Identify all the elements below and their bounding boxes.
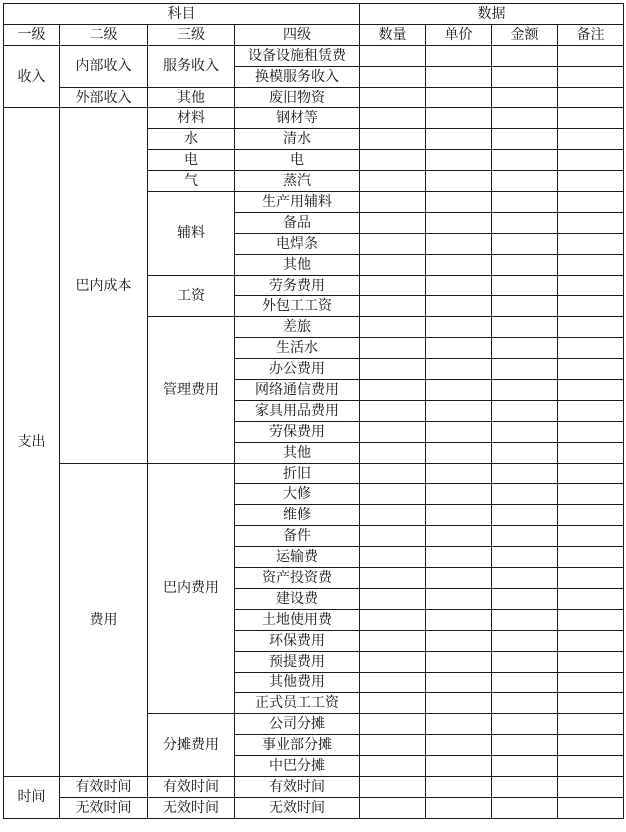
unit-price-cell[interactable] [426,296,492,317]
quantity-cell[interactable] [360,359,426,380]
amount-cell[interactable] [492,756,558,777]
level4-cell: 外包工工资 [235,296,360,317]
level3-cell: 水 [148,129,235,150]
level4-cell: 钢材等 [235,108,360,129]
quantity-cell[interactable] [360,66,426,87]
level4-cell: 其他 [235,254,360,275]
unit-price-cell[interactable] [426,714,492,735]
unit-price-cell[interactable] [426,484,492,505]
quantity-cell[interactable] [360,421,426,442]
unit-price-cell[interactable] [426,108,492,129]
remarks-cell[interactable] [558,317,624,338]
amount-cell[interactable] [492,400,558,421]
level4-cell: 环保费用 [235,630,360,651]
quantity-cell[interactable] [360,171,426,192]
remarks-cell[interactable] [558,735,624,756]
quantity-cell[interactable] [360,714,426,735]
quantity-cell[interactable] [360,463,426,484]
level3-cell: 巴内费用 [148,463,235,714]
quantity-cell[interactable] [360,45,426,66]
remarks-cell[interactable] [558,66,624,87]
level4-cell: 网络通信费用 [235,380,360,401]
remarks-cell[interactable] [558,108,624,129]
table-row [4,463,624,484]
unit-price-cell[interactable] [426,212,492,233]
remarks-cell[interactable] [558,296,624,317]
unit-price-cell[interactable] [426,192,492,213]
quantity-cell[interactable] [360,192,426,213]
level4-cell: 生活水 [235,338,360,359]
level4-header: 四级 [235,24,360,45]
unit-price-cell[interactable] [426,66,492,87]
level4-cell: 电 [235,150,360,171]
level2-cell: 巴内成本 [60,108,148,463]
quantity-cell[interactable] [360,87,426,108]
remarks-cell[interactable] [558,463,624,484]
unit-price-cell[interactable] [426,87,492,108]
amount-cell[interactable] [492,108,558,129]
level3-cell: 有效时间 [148,776,235,797]
amount-cell[interactable] [492,338,558,359]
unit-price-cell[interactable] [426,693,492,714]
quantity-cell[interactable] [360,296,426,317]
unit-price-cell[interactable] [426,45,492,66]
amount-cell[interactable] [492,275,558,296]
quantity-cell[interactable] [360,756,426,777]
level2-header: 二级 [60,24,148,45]
amount-cell[interactable] [492,526,558,547]
level4-cell: 备品 [235,212,360,233]
quantity-cell[interactable] [360,442,426,463]
remarks-cell[interactable] [558,129,624,150]
level4-cell: 家具用品费用 [235,400,360,421]
quantity-cell[interactable] [360,108,426,129]
remarks-cell[interactable] [558,400,624,421]
unit-price-header: 单价 [426,24,492,45]
quantity-cell[interactable] [360,568,426,589]
unit-price-cell[interactable] [426,797,492,818]
level4-cell: 资产投资费 [235,568,360,589]
remarks-cell[interactable] [558,651,624,672]
subject-header: 科目 [4,4,360,25]
level4-cell: 建设费 [235,588,360,609]
amount-cell[interactable] [492,442,558,463]
quantity-cell[interactable] [360,212,426,233]
amount-cell[interactable] [492,129,558,150]
unit-price-cell[interactable] [426,400,492,421]
unit-price-cell[interactable] [426,505,492,526]
amount-cell[interactable] [492,776,558,797]
amount-cell[interactable] [492,484,558,505]
remarks-cell[interactable] [558,171,624,192]
level4-cell: 劳务费用 [235,275,360,296]
quantity-cell[interactable] [360,505,426,526]
unit-price-cell[interactable] [426,630,492,651]
amount-cell[interactable] [492,254,558,275]
amount-cell[interactable] [492,380,558,401]
quantity-cell[interactable] [360,547,426,568]
unit-price-cell[interactable] [426,776,492,797]
unit-price-cell[interactable] [426,735,492,756]
level3-cell: 分摊费用 [148,714,235,777]
level3-cell: 无效时间 [148,797,235,818]
unit-price-cell[interactable] [426,588,492,609]
unit-price-cell[interactable] [426,359,492,380]
level3-cell: 其他 [148,87,235,108]
level1-cell: 支出 [4,108,60,777]
amount-cell[interactable] [492,66,558,87]
unit-price-cell[interactable] [426,463,492,484]
level3-cell: 气 [148,171,235,192]
remarks-cell[interactable] [558,150,624,171]
quantity-cell[interactable] [360,609,426,630]
level2-cell: 外部收入 [60,87,148,108]
quantity-cell[interactable] [360,338,426,359]
level4-cell: 生产用辅料 [235,192,360,213]
level4-cell: 废旧物资 [235,87,360,108]
quantity-cell[interactable] [360,526,426,547]
amount-cell[interactable] [492,150,558,171]
level3-cell: 材料 [148,108,235,129]
amount-cell[interactable] [492,296,558,317]
level4-cell: 折旧 [235,463,360,484]
unit-price-cell[interactable] [426,442,492,463]
unit-price-cell[interactable] [426,526,492,547]
quantity-cell[interactable] [360,797,426,818]
amount-cell[interactable] [492,171,558,192]
level2-cell: 费用 [60,463,148,776]
amount-cell[interactable] [492,693,558,714]
unit-price-cell[interactable] [426,380,492,401]
level1-cell: 时间 [4,776,60,818]
level4-cell: 差旅 [235,317,360,338]
amount-cell[interactable] [492,463,558,484]
unit-price-cell[interactable] [426,609,492,630]
level4-cell: 蒸汽 [235,171,360,192]
level4-cell: 有效时间 [235,776,360,797]
quantity-cell[interactable] [360,400,426,421]
unit-price-cell[interactable] [426,568,492,589]
level3-cell: 工资 [148,275,235,317]
level2-cell: 有效时间 [60,776,148,797]
unit-price-cell[interactable] [426,672,492,693]
remarks-cell[interactable] [558,421,624,442]
amount-cell[interactable] [492,87,558,108]
quantity-cell[interactable] [360,233,426,254]
unit-price-cell[interactable] [426,150,492,171]
amount-cell[interactable] [492,547,558,568]
remarks-cell[interactable] [558,714,624,735]
level1-header: 一级 [4,24,60,45]
amount-cell[interactable] [492,45,558,66]
amount-cell[interactable] [492,609,558,630]
amount-cell[interactable] [492,212,558,233]
level2-cell: 内部收入 [60,45,148,87]
unit-price-cell[interactable] [426,547,492,568]
unit-price-cell[interactable] [426,651,492,672]
remarks-cell[interactable] [558,630,624,651]
amount-cell[interactable] [492,568,558,589]
data-header: 数据 [360,4,624,25]
quantity-cell[interactable] [360,129,426,150]
remarks-cell[interactable] [558,254,624,275]
remarks-cell[interactable] [558,547,624,568]
amount-cell[interactable] [492,588,558,609]
level4-cell: 土地使用费 [235,609,360,630]
quantity-cell[interactable] [360,150,426,171]
remarks-cell[interactable] [558,192,624,213]
level4-cell: 换模服务收入 [235,66,360,87]
remarks-cell[interactable] [558,672,624,693]
table-row [4,45,624,66]
quantity-cell[interactable] [360,254,426,275]
level4-cell: 清水 [235,129,360,150]
quantity-cell[interactable] [360,317,426,338]
quantity-cell[interactable] [360,776,426,797]
level2-cell: 无效时间 [60,797,148,818]
level4-cell: 事业部分摊 [235,735,360,756]
amount-cell[interactable] [492,797,558,818]
level3-cell: 管理费用 [148,317,235,463]
unit-price-cell[interactable] [426,421,492,442]
amount-cell[interactable] [492,317,558,338]
level4-cell: 办公费用 [235,359,360,380]
level4-cell: 设备设施租赁费 [235,45,360,66]
level4-cell: 维修 [235,505,360,526]
remarks-cell[interactable] [558,45,624,66]
remarks-header: 备注 [558,24,624,45]
quantity-cell[interactable] [360,275,426,296]
remarks-cell[interactable] [558,275,624,296]
amount-cell[interactable] [492,714,558,735]
amount-cell[interactable] [492,359,558,380]
level4-cell: 无效时间 [235,797,360,818]
remarks-cell[interactable] [558,233,624,254]
table-row [4,776,624,797]
subject-data-table [3,3,624,819]
unit-price-cell[interactable] [426,338,492,359]
amount-cell[interactable] [492,672,558,693]
remarks-cell[interactable] [558,505,624,526]
level4-cell: 中巴分摊 [235,756,360,777]
level4-cell: 正式员工工资 [235,693,360,714]
level3-cell: 服务收入 [148,45,235,87]
remarks-cell[interactable] [558,568,624,589]
table-row [4,108,624,129]
remarks-cell[interactable] [558,338,624,359]
level4-cell: 其他 [235,442,360,463]
remarks-cell[interactable] [558,776,624,797]
level4-cell: 预提费用 [235,651,360,672]
amount-cell[interactable] [492,505,558,526]
unit-price-cell[interactable] [426,233,492,254]
quantity-cell[interactable] [360,630,426,651]
level4-cell: 公司分摊 [235,714,360,735]
level4-cell: 运输费 [235,547,360,568]
quantity-cell[interactable] [360,735,426,756]
amount-cell[interactable] [492,651,558,672]
remarks-cell[interactable] [558,380,624,401]
level3-header: 三级 [148,24,235,45]
amount-cell[interactable] [492,735,558,756]
remarks-cell[interactable] [558,212,624,233]
amount-cell[interactable] [492,192,558,213]
header-group-row [4,4,624,25]
remarks-cell[interactable] [558,693,624,714]
remarks-cell[interactable] [558,442,624,463]
unit-price-cell[interactable] [426,317,492,338]
remarks-cell[interactable] [558,797,624,818]
level3-cell: 辅料 [148,192,235,276]
level3-cell: 电 [148,150,235,171]
quantity-header: 数量 [360,24,426,45]
quantity-cell[interactable] [360,693,426,714]
table-row [4,87,624,108]
amount-cell[interactable] [492,421,558,442]
unit-price-cell[interactable] [426,275,492,296]
remarks-cell[interactable] [558,756,624,777]
remarks-cell[interactable] [558,588,624,609]
remarks-cell[interactable] [558,609,624,630]
unit-price-cell[interactable] [426,254,492,275]
level4-cell: 大修 [235,484,360,505]
level4-cell: 备件 [235,526,360,547]
remarks-cell[interactable] [558,484,624,505]
amount-header: 金额 [492,24,558,45]
remarks-cell[interactable] [558,526,624,547]
quantity-cell[interactable] [360,588,426,609]
quantity-cell[interactable] [360,380,426,401]
quantity-cell[interactable] [360,484,426,505]
level4-cell: 其他费用 [235,672,360,693]
header-column-row [4,24,624,45]
level4-cell: 劳保费用 [235,421,360,442]
amount-cell[interactable] [492,630,558,651]
table-row [4,797,624,818]
unit-price-cell[interactable] [426,171,492,192]
amount-cell[interactable] [492,233,558,254]
level4-cell: 电焊条 [235,233,360,254]
level1-cell: 收入 [4,45,60,108]
remarks-cell[interactable] [558,359,624,380]
quantity-cell[interactable] [360,672,426,693]
unit-price-cell[interactable] [426,756,492,777]
unit-price-cell[interactable] [426,129,492,150]
remarks-cell[interactable] [558,87,624,108]
quantity-cell[interactable] [360,651,426,672]
